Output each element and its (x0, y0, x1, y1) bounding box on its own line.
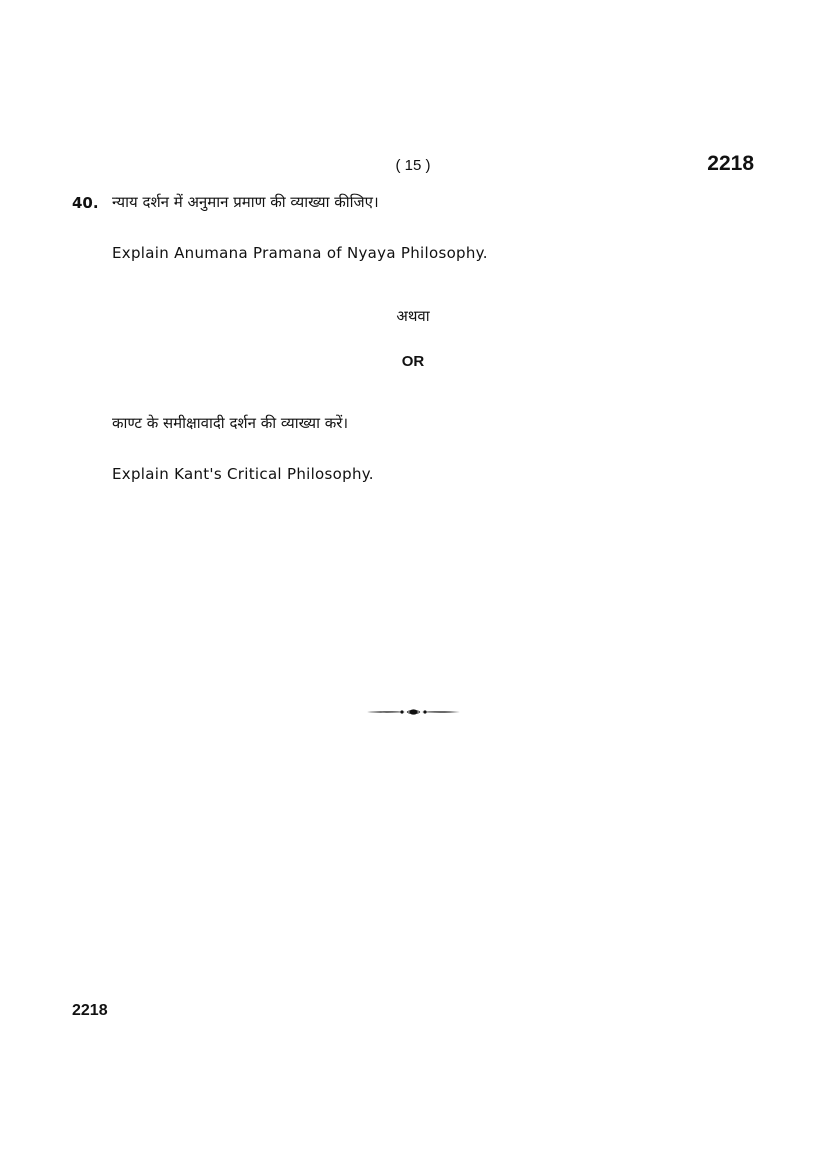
alternative-question-hindi: काण्ट के समीक्षावादी दर्शन की व्याख्या करें। (112, 414, 349, 432)
paper-code-footer: 2218 (72, 1002, 108, 1019)
paper-code-header: 2218 (707, 152, 754, 175)
alternative-question-english: Explain Kant's Critical Philosophy. (112, 465, 374, 483)
question-number: 40. (72, 194, 99, 212)
question-text-hindi: न्याय दर्शन में अनुमान प्रमाण की व्याख्या कीजिए। (112, 193, 379, 211)
page-number: ( 15 ) (395, 157, 431, 174)
end-of-paper-flourish-icon (366, 704, 461, 720)
or-separator-hindi: अथवा (396, 307, 430, 325)
question-text-english: Explain Anumana Pramana of Nyaya Philosophy. (112, 244, 488, 262)
or-separator-english: OR (401, 353, 425, 370)
